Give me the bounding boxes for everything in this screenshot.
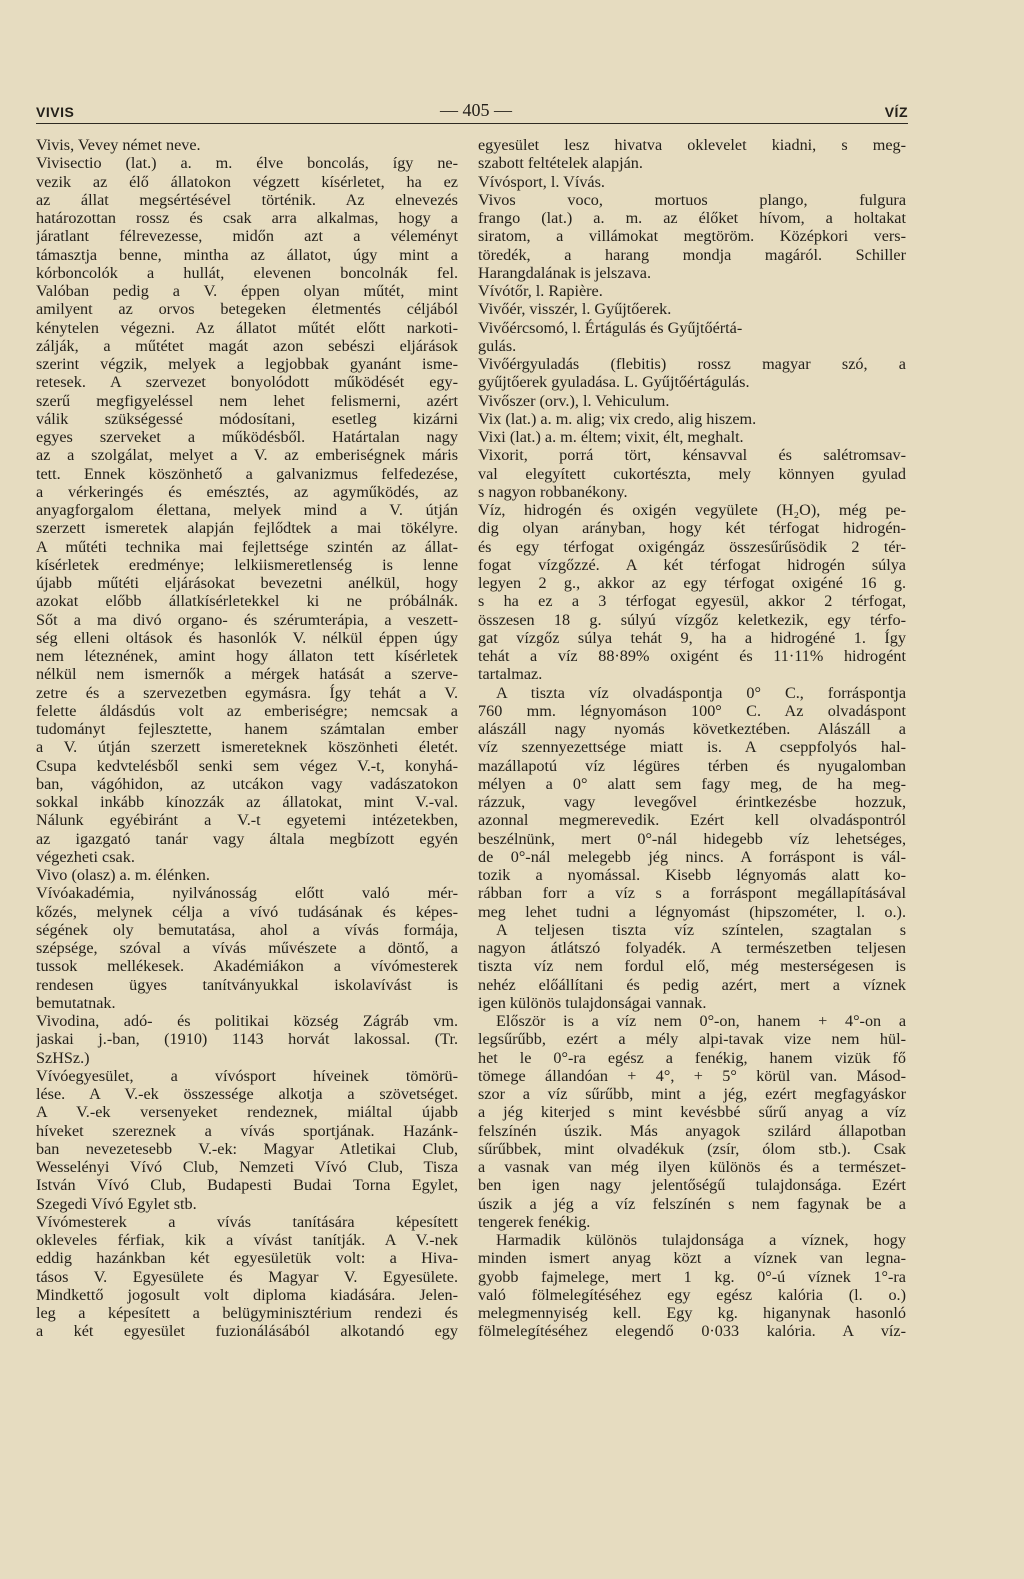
text-line: István Vívó Club, Budapesti Budai Torna Egylet,: [36, 1176, 458, 1195]
text-line: Vívótőr, l. Rapière.: [478, 282, 603, 300]
text-line: töredék, a harang mondja magáról. Schiller: [478, 245, 906, 264]
text-line: Vivőércsomó, l. Értágulás és Gyűjtőértá-: [478, 318, 743, 337]
text-line: tussok mellékesek. Akadémiákon a vívómesterek: [36, 957, 458, 976]
text-line: val elegyített cukortészta, mely könnyen gyulad: [478, 464, 906, 483]
text-line: rendesen ügyes tanítványukkal iskolavívást is: [36, 975, 458, 994]
text-line: alászáll nagy nyomás következtében. Alászáll a: [478, 720, 906, 738]
text-line: ségének oly bemutatása, ahol a vívás formája,: [36, 920, 458, 939]
text-line: het le 0°-ra egész a fenékig, hanem vizük fő: [478, 1048, 906, 1067]
text-line: A V.-ek versenyeket rendeznek, miáltal újabb: [36, 1103, 458, 1122]
text-line: anyagforgalom élettana, melyek mind a V. útján: [36, 501, 458, 519]
text-line: retesek. A szervezet bonyolódott működését egy-: [36, 373, 458, 392]
text-line: végezheti csak.: [36, 847, 135, 866]
text-line: a V. útján szerzett ismereteknek köszönheti életét.: [36, 738, 458, 757]
text-line: lése. A V.-ek összessége alkotja a szövetséget.: [36, 1085, 458, 1103]
text-line: kőzés, melynek célja a vívó tudásának és képes-: [36, 902, 458, 921]
text-line: tásos V. Egyesülete és Magyar V. Egyesülete.: [36, 1267, 458, 1286]
text-line: a jég kiterjed s mint kevésbbé sűrű anyag a víz: [478, 1103, 906, 1122]
right-column: [478, 136, 906, 1341]
text-line: Vívómesterek a vívás tanítására képesített: [36, 1212, 458, 1231]
text-line: gyűjtőerek gyuladása. L. Gyűjtőértágulás.: [478, 373, 750, 392]
text-line: Vivőszer (orv.), l. Vehiculum.: [478, 391, 670, 410]
text-line: mélyen a 0° alatt sem fagy meg, de ha meg-: [478, 774, 906, 793]
text-line: rábban forr a víz s a forráspont megállapításával: [478, 884, 906, 903]
text-line: bemutatnak.: [36, 993, 116, 1012]
text-line: beszélnünk, mert 0°-nál hidegebb víz lehetséges,: [478, 829, 906, 848]
text-line: Vivisectio (lat.) a. m. élve boncolás, így ne-: [36, 154, 458, 173]
text-line: ban nevezetesebb V.-ek: Magyar Atletikai Club,: [36, 1139, 458, 1158]
text-line: sűrűbbek, mint olvadékuk (zsír, ólom stb.). Csak: [478, 1139, 906, 1158]
text-line: szerű megfigyeléssel nem lehet felismerni, azért: [36, 391, 458, 410]
text-line: sokkal inkább kínozzák az állatokat, mint V.-val.: [36, 793, 458, 811]
text-line: Mindkettő jogosult volt diploma kiadására. Jelen-: [36, 1285, 458, 1304]
text-line: minden ismert anyag közt a víznek van legna-: [478, 1249, 906, 1268]
text-line: siratom, a villámokat megtöröm. Középkori vers-: [478, 227, 906, 246]
text-line: Először is a víz nem 0°-on, hanem + 4°-on a: [496, 1012, 906, 1030]
text-line: kísérletek eredménye; lelkiismeretlenség is lenne: [36, 555, 458, 574]
text-line: víz szennyezettsége miatt is. A cseppfolyós hal-: [478, 738, 906, 757]
text-line: azonnal megmerevedik. Ezért kell olvadáspontról: [478, 811, 906, 830]
text-line: híveket szereznek a vívás sportjának. Hazánk-: [36, 1121, 458, 1140]
text-line: Vívóakadémia, nyilvánosság előtt való mér-: [36, 884, 458, 903]
text-line: leg a képesített a belügyminisztérium rendezi és: [36, 1304, 458, 1322]
text-line: egyes szerveket a működésből. Határtalan nagy: [36, 428, 458, 446]
text-line: gat vízgőz súlya tehát 9, ha a hidrogéné 1. Így: [478, 628, 906, 647]
text-line: Vivodina, adó- és politikai község Zágráb vm.: [36, 1012, 458, 1030]
text-line: okleveles férfiak, kik a vívást tanítják. A V.-nek: [36, 1231, 458, 1249]
text-line: rázzuk, vagy levegővel érintkezésbe hozzuk,: [478, 793, 906, 811]
text-line: tengerek fenékig.: [478, 1212, 591, 1231]
text-line: A teljesen tiszta víz színtelen, szagtalan s: [496, 920, 906, 939]
text-line: frango (lat.) a. m. az élőket hívom, a holtakat: [478, 209, 906, 227]
text-line: tehát a víz 88·89% oxigént és 11·11% hidrogént: [478, 647, 906, 665]
text-line: Vivo (olasz) a. m. élénken.: [36, 866, 210, 884]
text-line: szabott feltételek alapján.: [478, 154, 643, 173]
text-line: nehéz előállítani és pedig azért, mert a víznek: [478, 975, 906, 994]
header-rule: [36, 123, 908, 124]
text-line: zálják, a műtétet magát azon sebészi eljárások: [36, 336, 458, 355]
text-line: kénytelen végezni. Az állatot műtét előtt narkoti-: [36, 318, 458, 337]
text-line: Vixorit, porrá tört, kénsavval és salétromsav-: [478, 446, 906, 465]
text-line: a két egyesület fuzionálásából alkotandó egy: [36, 1322, 458, 1341]
text-line: tozik a nyomással. Kisebb légnyomás alatt ko-: [478, 866, 906, 884]
text-line: az állat megsértésével történik. Az elnevezés: [36, 190, 458, 209]
text-line: dig olyan arányban, hogy két térfogat hidrogén-: [478, 519, 906, 538]
text-line: szerzett ismeretek alapján fejlődtek a mai tökélyre.: [36, 519, 458, 538]
text-line: amilyent az orvos betegeken életmentés céljából: [36, 300, 458, 319]
text-line: Szegedi Vívó Egylet stb.: [36, 1194, 197, 1213]
text-line: szépsége, szóval a vívás művészete a döntő, a: [36, 939, 458, 957]
text-line: támasztja benne, mintha az állatot, úgy mint a: [36, 245, 458, 264]
header-left-word: VIVIS: [36, 104, 75, 120]
text-line: s nagyon robbanékony.: [478, 482, 628, 501]
text-line: igen különös tulajdonságai vannak.: [478, 993, 707, 1012]
text-line: Vivőér, visszér, l. Gyűjtőerek.: [478, 300, 672, 319]
text-line: ség elleni oltások és hasonlók V. nélkül éppen úgy: [36, 628, 458, 647]
text-line: Wesselényi Vívó Club, Nemzeti Vívó Club, Tisza: [36, 1158, 458, 1176]
text-line: ban, vágóhidon, az utcákon vagy vadászatokon: [36, 774, 458, 793]
running-header: [36, 100, 908, 122]
text-line: szerint végzik, melyek a legjobbak gyanánt isme-: [36, 355, 458, 373]
text-line: Valóban pedig a V. éppen olyan műtét, mint: [36, 282, 458, 300]
text-line: nélkül nem ismernők a mérgek hatását a szerve-: [36, 665, 458, 684]
text-line: az a szolgálat, melyet a V. az emberiségnek máris: [36, 446, 458, 465]
text-line: A tiszta víz olvadáspontja 0° C., forráspontja: [496, 683, 906, 702]
text-line: egyesület lesz hivatva oklevelet kiadni, s meg-: [478, 136, 906, 154]
text-line: Vívósport, l. Vívás.: [478, 172, 605, 191]
text-line: Vivos voco, mortuos plango, fulgura: [478, 190, 906, 209]
text-line: Sőt a ma divó organo- és szérumterápia, a veszett-: [36, 610, 458, 629]
text-line: s ha ez a 3 térfogat egyesül, akkor 2 térfogat,: [478, 592, 906, 611]
text-line: melegmennyiség kell. Egy kg. higanynak hasonló: [478, 1304, 906, 1322]
text-line: Vivis, Vevey német neve.: [36, 136, 201, 154]
text-line: újabb műtéti eljárásokat bevezetni anélkül, hogy: [36, 574, 458, 592]
text-line: Harangdalának is jelszava.: [478, 263, 652, 282]
text-line: összesen 18 g. súlyú vízgőz keletkezik, egy térfo-: [478, 610, 906, 629]
text-line: legyen 2 g., akkor az egy térfogat oxigéné 16 g.: [478, 574, 906, 592]
text-line: Víz, hidrogén és oxigén vegyülete (H₂O), még pe-: [478, 501, 906, 519]
text-line: eddig hazánkban két egyesületük volt: a Hiva-: [36, 1249, 458, 1268]
text-line: Harmadik különös tulajdonsága a víznek, hogy: [496, 1231, 906, 1249]
text-line: A műtéti technika mai fejlettsége szintén az állat-: [36, 537, 458, 556]
text-line: válik szükségessé módosítani, esetleg kizárni: [36, 409, 458, 428]
left-column: [36, 136, 458, 1341]
text-line: úszik a jég a víz felszínén s nem fagynak be a: [478, 1194, 906, 1213]
text-line: nagyon átlátszó folyadék. A természetben teljesen: [478, 939, 906, 957]
text-line: az igazgató tanár vagy általa megbízott egyén: [36, 829, 458, 848]
text-line: Nálunk egyébiránt a V.-t egyetemi intézetekben,: [36, 811, 458, 830]
text-line: tartalmaz.: [478, 665, 543, 684]
text-line: fogat vízgőzzé. A két térfogat hidrogén súlya: [478, 555, 906, 574]
text-line: legsűrűbb, ezért a mély alpi-tavak vize nem hül-: [478, 1030, 906, 1049]
text-line: nem léteznének, amint hogy állaton tett kísérletek: [36, 647, 458, 665]
text-line: Csupa kedvtelésből senki sem végez V.-t, konyhá-: [36, 756, 458, 775]
text-line: meg lehet tudni a légnyomást (hipszométer, l. o.).: [478, 902, 906, 921]
text-line: járatlant félrevezesse, midőn azt a véleményt: [36, 227, 458, 246]
text-line: SzHSz.): [36, 1048, 90, 1067]
text-line: tiszta víz nem fordul elő, még mesterségesen is: [478, 957, 906, 976]
text-line: de 0°-nál melegebb jég nincs. A forráspont is vál-: [478, 847, 906, 866]
header-right-word: VÍZ: [884, 104, 908, 120]
text-line: fölmelegítéséhez elegendő 0·033 kalória. A víz-: [478, 1322, 906, 1341]
text-line: zetre és a szervezetben egymásra. Így tehát a V.: [36, 683, 458, 702]
text-line: Vix (lat.) a. m. alig; vix credo, alig hiszem.: [478, 409, 757, 428]
text-line: felette áldásdús volt az emberiségre; nemcsak a: [36, 701, 458, 720]
text-line: ben igen nagy jelentőségű tulajdonsága. Ezért: [478, 1176, 906, 1195]
text-line: tömege állandóan + 4°, + 5° körül van. Másod-: [478, 1066, 906, 1085]
text-line: a vérkeringés és emésztés, az agyműködés, az: [36, 482, 458, 501]
text-line: Vixi (lat.) a. m. éltem; vixit, élt, meghalt.: [478, 428, 744, 446]
text-line: felszínén úszik. Más anyagok szilárd állapotban: [478, 1121, 906, 1140]
page-number: — 405 —: [440, 100, 512, 120]
text-line: tett. Ennek köszönhető a galvanizmus felfedezése,: [36, 464, 458, 483]
text-line: Vivőérgyuladás (flebitis) rossz magyar szó, a: [478, 355, 906, 373]
text-line: tudományt fejlesztette, hanem számtalan ember: [36, 720, 458, 738]
text-line: Vívóegyesület, a vívósport híveinek tömörü-: [36, 1066, 458, 1085]
text-line: kórboncolók a hullát, elevenen boncolnák fel.: [36, 263, 458, 282]
text-line: és egy térfogat oxigéngáz összesűrűsödik 2 tér-: [478, 537, 906, 556]
text-line: való fölmelegítéséhez egy egész kalória (l. o.): [478, 1285, 906, 1304]
text-line: vezik az élő állatokon végzett kísérletet, ha ez: [36, 172, 458, 191]
text-line: azokat előbb állatkísérletekkel ki ne próbálnák.: [36, 592, 458, 611]
text-line: szor a víz sűrűbb, mint a jég, ezért megfagyáskor: [478, 1085, 906, 1103]
text-line: jaskai j.-ban, (1910) 1143 horvát lakossal. (Tr.: [36, 1030, 458, 1049]
text-line: mazállapotú víz légüres térben és nyugalomban: [478, 756, 906, 775]
text-line: határozottan rossz és csak arra alkalmas, hogy a: [36, 209, 458, 227]
text-line: 760 mm. légnyomáson 100° C. Az olvadáspont: [478, 701, 906, 720]
text-line: gulás.: [478, 336, 517, 355]
text-line: a vasnak van még ilyen különös és a természet-: [478, 1158, 906, 1176]
text-line: gyobb fajmelege, mert 1 kg. 0°-ú víznek 1°-ra: [478, 1267, 906, 1286]
